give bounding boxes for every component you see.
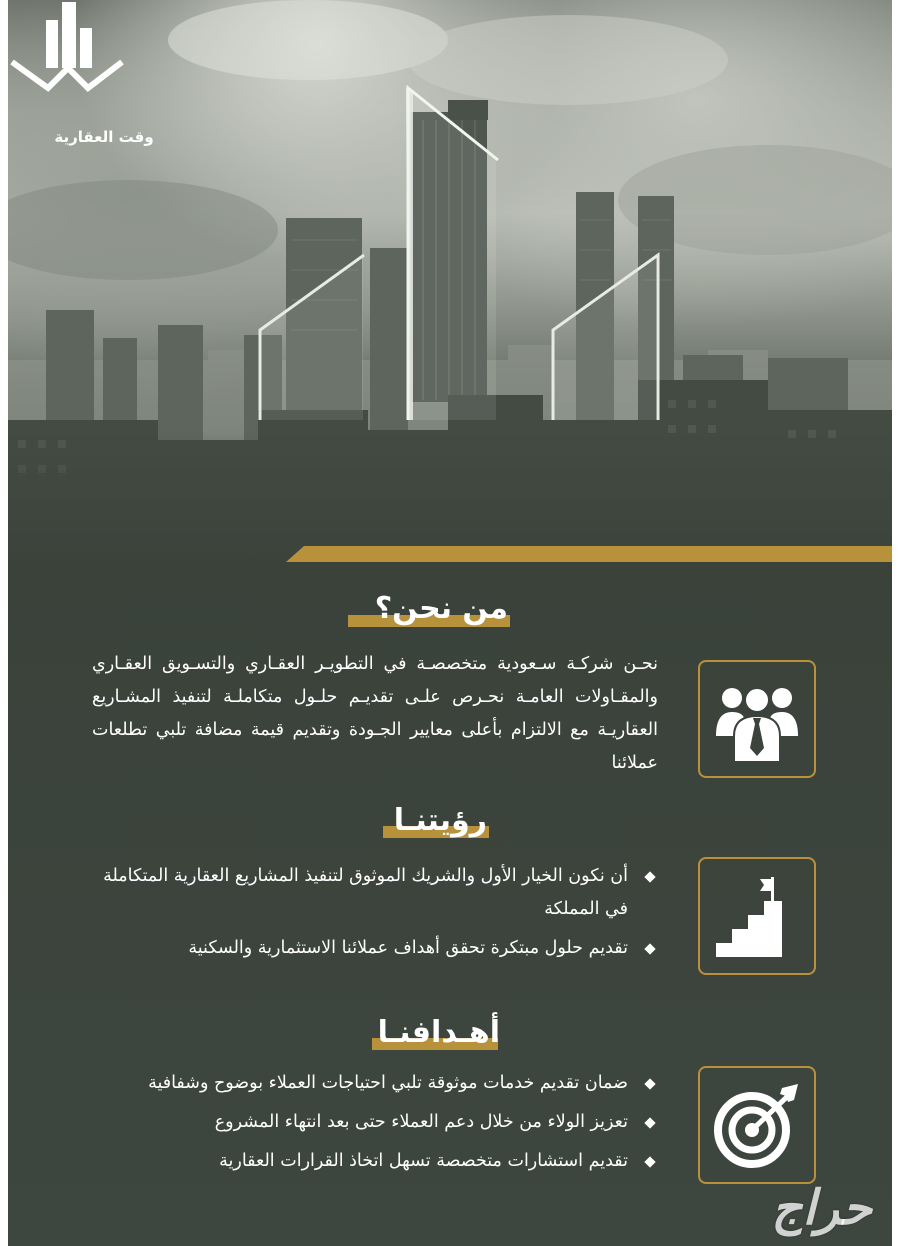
goal-item: تعزيز الولاء من خلال دعم العملاء حتى بعد انتهاء المشروع: [58, 1106, 658, 1139]
bullet-diamond-icon: [644, 943, 655, 954]
target-arrow-icon: [712, 1080, 802, 1170]
vision-list: [98, 860, 658, 971]
stairs-flag-icon: [712, 871, 802, 961]
about-heading: من نحن؟: [374, 591, 508, 626]
flyer: [8, 0, 892, 1246]
brand-name: وقت العقارية: [54, 128, 154, 146]
bullet-diamond-icon: [644, 1156, 655, 1167]
vision-heading: رؤيتنـا: [393, 803, 487, 838]
gold-divider-band: [286, 546, 892, 562]
goals-icon-box: [698, 1066, 816, 1184]
skyline-illustration: [8, 0, 892, 560]
vision-item: تقديم حلول مبتكرة تحقق أهداف عملائنا الاستثمارية والسكنية: [98, 932, 658, 965]
goals-list: [58, 1067, 658, 1184]
vision-icon-box: [698, 857, 816, 975]
brand-logo-icon: [8, 0, 128, 110]
goal-item: تقديم استشارات متخصصة تسهل اتخاذ القرارات العقارية: [58, 1145, 658, 1178]
team-icon: [712, 674, 802, 764]
goals-heading: أهـدافنـا: [377, 1015, 500, 1050]
watermark-text: حراج: [771, 1180, 872, 1236]
goal-item: ضمان تقديم خدمات موثوقة تلبي احتياجات العملاء بوضوح وشفافية: [58, 1067, 658, 1100]
vision-item: أن نكون الخيار الأول والشريك الموثوق لتنفيذ المشاريع العقارية المتكاملة في المملكة: [98, 860, 658, 926]
bullet-diamond-icon: [644, 1117, 655, 1128]
bullet-diamond-icon: [644, 871, 655, 882]
bullet-diamond-icon: [644, 1078, 655, 1089]
about-icon-box: [698, 660, 816, 778]
about-paragraph: نحـن شركـة سـعودية متخصصـة في التطويـر العقـاري والتسـويق العقـاري والمقـاولات العامـة نحـرص علـى تقديـم حلـول متكاملـة لتنفيذ المشـاريع العقاريـة مع الالتزام بأعلى معايير الجـودة وتقديم قيمة مضافة تلبي تطلعات عملائنا: [92, 654, 658, 773]
skyline-hero-image: [8, 0, 892, 560]
